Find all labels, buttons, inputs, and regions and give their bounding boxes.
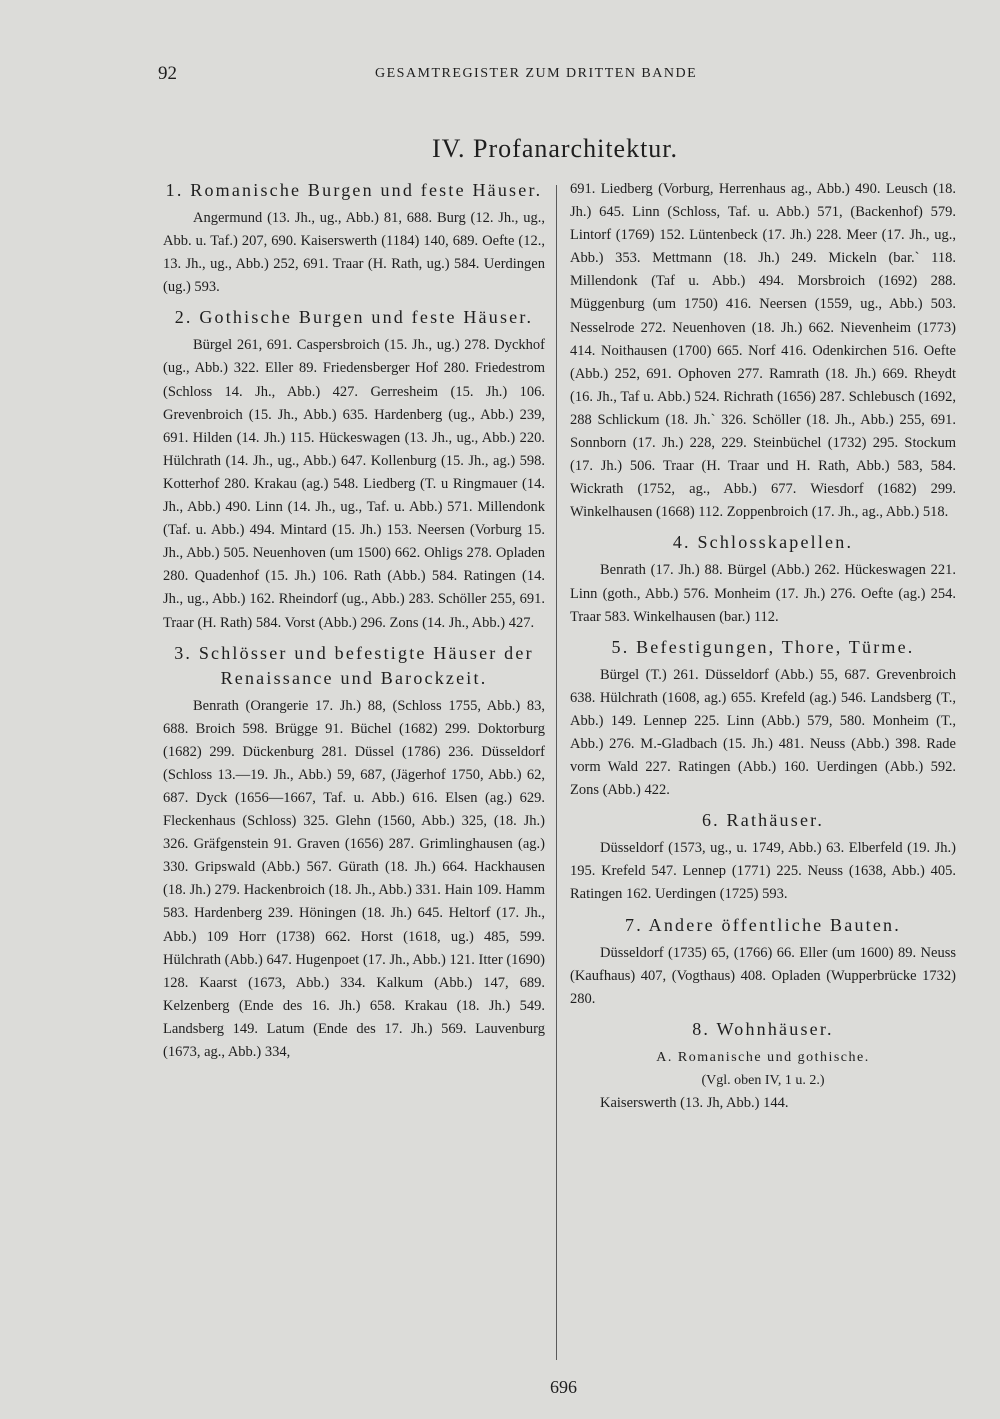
- left-column: [163, 178, 545, 1064]
- section-text-2: Bürgel 261, 691. Caspersbroich (15. Jh., ug.) 278. Dyckhof (ug., Abb.) 322. Eller 89. Friedensberger Hof 280. Friedestrom (Schloss 14. Jh., Abb.) 427. Gerresheim (15. Jh.) 106. Grevenbroich (15. Jh., Abb.) 635. Hardenberg (ug., Abb.) 239, 691. Hilden (14. Jh.) 115. Hückeswagen (13. Jh., ug., Abb.) 220. Hülchrath (14. Jh., ug., Abb.) 647. Kollenburg (15. Jh., ag.) 598. Kotterhof 280. Krakau (ag.) 548. Liedberg (T. u Ringmauer (14. Jh., Abb.) 490. Linn (14. Jh., ug., Taf. u. Abb.) 571. Millendonk (Taf. u. Abb.) 494. Mintard (15. Jh.) 153. Neersen (Vorburg 15. Jh., Abb.) 505. Neuenhoven (um 1500) 662. Ohligs 278. Opladen 280. Quadenhof (15. Jh.) 106. Rath (Abb.) 584. Ratingen (14. Jh., ug., Abb.) 162. Rheindorf (ug., Abb.) 283. Schöller 255, 691. Traar (H. Rath) 584. Vorst (Abb.) 296. Zons (14. Jh., Abb.) 427.: [163, 337, 545, 631]
- section-text-7: Düsseldorf (1735) 65, (1766) 66. Eller (um 1600) 89. Neuss (Kaufhaus) 407, (Vogthaus) 408. Opladen (Wupperbrücke 1732) 280.: [570, 944, 956, 1007]
- running-head: GESAMTREGISTER ZUM DRITTEN BANDE: [375, 66, 698, 81]
- page-number: 92: [158, 63, 177, 84]
- section-text-6: Düsseldorf (1573, ug., u. 1749, Abb.) 63. Elberfeld (19. Jh.) 195. Krefeld 547. Lennep (1771) 225. Neuss (1638, Abb.) 405. Ratingen 162. Uerdingen (1725) 593.: [570, 840, 956, 903]
- section-heading-8: 8. Wohnhäuser.: [692, 1018, 834, 1039]
- section-heading-5: 5. Befestigungen, Thore, Türme.: [611, 636, 915, 657]
- chapter-title: IV. Profanarchitektur.: [431, 134, 679, 163]
- section-heading-3: 3. Schlösser und befestigte Häuser der Renaissance und Barockzeit.: [174, 642, 534, 688]
- footer-page-number: 696: [550, 1377, 577, 1397]
- section-subheading-8a: A. Romanische und gothische.: [656, 1049, 870, 1065]
- section-text-1: Angermund (13. Jh., ug., Abb.) 81, 688. Burg (12. Jh., ug., Abb. u. Taf.) 207, 690. Kaiserswerth (1184) 140, 689. Oefte (12., 13. Jh., ug., Abb.) 252, 691. Traar (H. Rath, ug.) 584. Uerdingen (ug.) 593.: [163, 210, 545, 296]
- right-column: [570, 178, 956, 1115]
- section-heading-2: 2. Gothische Burgen und feste Häuser.: [174, 307, 534, 328]
- section-heading-1: 1. Romanische Burgen und feste Häuser.: [165, 180, 543, 200]
- section-text-4: Benrath (17. Jh.) 88. Bürgel (Abb.) 262. Hückeswagen 221. Linn (goth., Abb.) 576. Monheim (17. Jh.) 276. Oefte (ag.) 254. Traar 583. Winkelhausen (bar.) 112.: [570, 562, 956, 625]
- column-divider: [556, 185, 557, 1360]
- section-text-5: Bürgel (T.) 261. Düsseldorf (Abb.) 55, 687. Grevenbroich 638. Hülchrath (1608, ag.) 655. Krefeld (ag.) 546. Landsberg (T., Abb.) 149. Lennep 225. Linn (Abb.) 579, 580. Monheim (T., Abb.) 276. M.-Gladbach (15. Jh.) 481. Neuss (Abb.) 398. Rade vorm Wald 227. Ratingen (Abb.) 160. Uerdingen (Abb.) 592. Zons (Abb.) 422.: [570, 666, 956, 799]
- section-heading-4: 4. Schlosskapellen.: [672, 532, 854, 553]
- section-note-8a: (Vgl. oben IV, 1 u. 2.): [701, 1072, 825, 1088]
- section-heading-6: 6. Rathäuser.: [701, 810, 825, 831]
- section-text-3-left: Benrath (Orangerie 17. Jh.) 88, (Schloss 1755, Abb.) 83, 688. Broich 598. Brügge 91. Büchel (1682) 299. Doktorburg (1682) 299. Dückenburg 281. Düssel (1786) 236. Düsseldorf (Schloss 13.—19. Jh., Abb.) 59, 687, (Jägerhof 1750, Abb.) 62, 687. Dyck (1656—1667, Taf. u. Abb.) 616. Elsen (ag.) 629. Fleckenhaus (Schloss) 325. Glehn (1560, Abb.) 325, (18. Jh.) 326. Gräfgenstein 91. Graven (1656) 287. Grimlinghausen (ag.) 330. Gripswald (Abb.) 567. Gürath (18. Jh.) 664. Hackhausen (18. Jh.) 279. Hackenbroich (18. Jh., Abb.) 331. Hain 109. Hamm 583. Hardenberg 239. Höningen (18. Jh.) 645. Heltorf (17. Jh., Abb.) 109 Horr (1738) 662. Horst (1618, ug.) 485, 599. Hülchrath (Abb.) 647. Hugenpoet (17. Jh., Abb.) 121. Itter (1690) 128. Kaarst (1673, Abb.) 334. Kalkum (Abb.) 147, 689. Kelzenberg (Ende des 16. Jh.) 658. Krakau (18. Jh.) 549. Landsberg 149. Latum (Ende des 17. Jh.) 569. Lauvenburg (1673, ag., Abb.) 334,: [163, 697, 545, 1060]
- section-heading-7: 7. Andere öffentliche Bauten.: [625, 914, 901, 935]
- section-text-8: Kaiserswerth (13. Jh, Abb.) 144.: [600, 1094, 789, 1111]
- section-text-3-right: 691. Liedberg (Vorburg, Herrenhaus ag., Abb.) 490. Leusch (18. Jh.) 645. Linn (Schloss, Taf. u. Abb.) 571, (Backenhof) 579. Lintorf (1769) 152. Lüntenbeck (17. Jh.) 228. Meer (17. Jh., ug., Abb.) 353. Mettmann (18. Jh.) 249. Mickeln (bar.` 118. Millendonk (Taf u. Abb.) 494. Morsbroich (1692) 288. Müggenburg (um 1750) 416. Neersen (1559, ug., Abb.) 503. Nesselrode 272. Neuenhoven (18. Jh.) 662. Nievenheim (1773) 414. Noithausen (1700) 665. Norf 416. Odenkirchen 516. Oefte (Abb.) 252, 691. Ophoven 277. Ramrath (18. Jh.) 669. Rheydt (16. Jh., Taf u. Abb.) 524. Richrath (1656) 287. Schlebusch (1692, 288 Schlickum (18. Jh.` 326. Schöller (18. Jh., Abb.) 255, 691. Sonnborn (17. Jh.) 228, 229. Steinbüchel (1732) 295. Stockum (17. Jh.) 506. Traar (H. Traar und H. Rath, Abb.) 583, 584. Wickrath (1752, ag., Abb.) 677. Wiesdorf (1682) 299. Winkelhausen (1668) 112. Zoppenbroich (17. Jh., ag., Abb.) 518.: [570, 181, 956, 521]
